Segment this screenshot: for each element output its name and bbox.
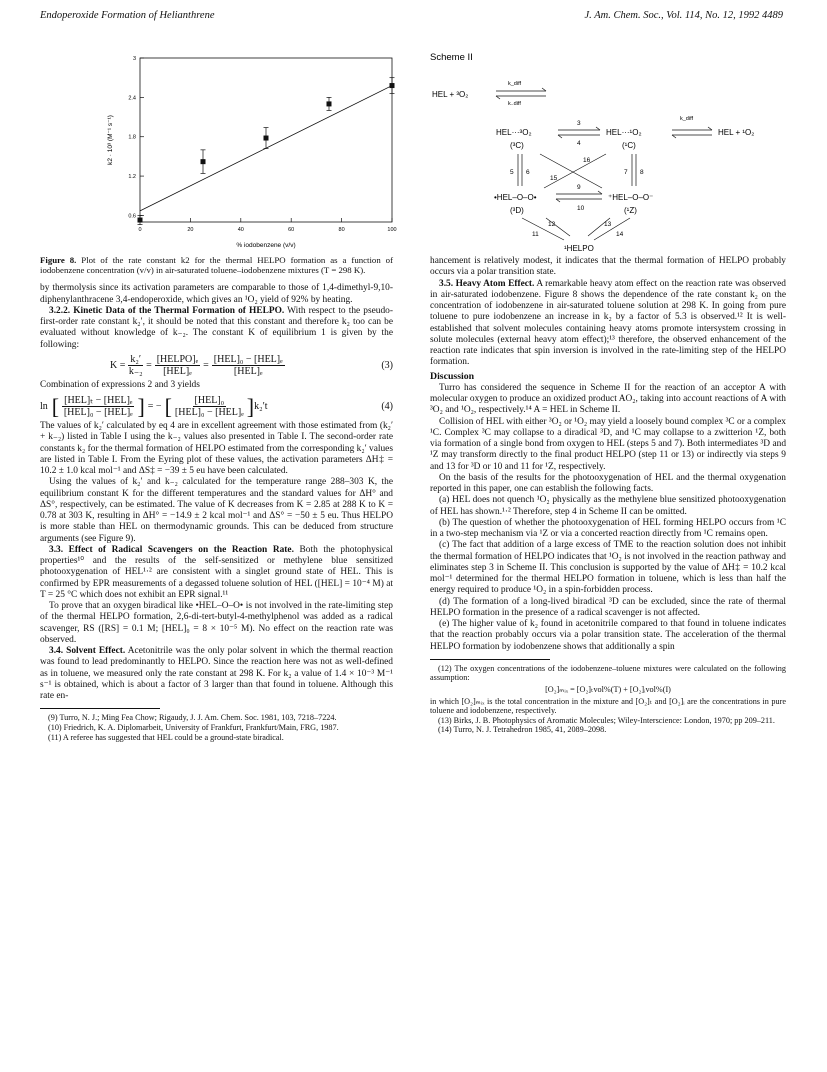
scheme-kdiff-rev: k₋diff — [508, 101, 521, 107]
x-tick-label: 80 — [338, 227, 345, 233]
fact-e: (e) The higher value of k₂ found in acetonitrile compared to that found in toluene indicates that the reaction probably occurs via a polar transition state. The acceleration of the thermal HELPO formation by iodobenzene shows that additionally a spin — [430, 619, 786, 652]
paragraph: by thermolysis since its activation parameters are comparable to those of 1,4-dimethyl-9,10-diphenylanthracene 3,4-endoperoxide, which gives an ¹O₂ yield of 92% by heating. — [40, 283, 393, 305]
figure-8-chart — [40, 50, 397, 255]
scheme-3c: HEL···³O₂ — [496, 128, 532, 137]
fact-d: (d) The formation of a long-lived biradical ³D can be excluded, since the rate of thermal HELPO formation in the presence of a radical scavenger is not affected. — [430, 596, 786, 618]
figure-label: Figure 8. — [40, 255, 77, 265]
scheme-title: Scheme II — [430, 52, 473, 63]
y-tick-label: 1.8 — [128, 134, 136, 141]
fact-b: (b) The question of whether the photooxygenation of HEL forming HELPO occurs from ¹C in a two-step mechanism via ¹Z or via a concerted reaction directly from ¹C remains open. — [430, 517, 786, 539]
scheme-kdiff: k_diff — [508, 81, 522, 87]
x-tick-label: 40 — [237, 227, 244, 233]
footnote-10: (10) Friedrich, K. A. Diplomarbeit, University of Frankfurt, Frankfurt/Main, FRG, 1987. — [48, 723, 339, 732]
svg-text:15: 15 — [550, 175, 558, 182]
data-point — [201, 159, 206, 164]
paragraph: Collision of HEL with either ³O₂ or ¹O₂ may yield a loosely bound complex ³C or a complex ¹C. Complex ³C may collapse to a diradical ³D, and ¹C may collapse to a zwitterion ¹Z, both via formation of a single bond from oxygen to HEL (steps 5 and 7). Both intermediates ³D and ¹Z may transform directly to the final product HELPO (step 11 or 13) or indirectly via steps 9 and 13 for ³D or 10 and 11 for ¹Z, respectively. — [430, 416, 786, 472]
svg-text:3: 3 — [577, 120, 581, 127]
fact-a: (a) HEL does not quench ¹O₂ physically as the methylene blue sensitized photooxygenation of HEL has shown.¹·² Therefore, step 4 in Scheme II can be omitted. — [430, 495, 786, 517]
paragraph: Combination of expressions 2 and 3 yields — [40, 380, 200, 391]
equation-4: ln [ $\frac{\text{[HEL]ₜ − [HEL]ₑ}}{\text{[HEL]₀ − [HEL]ₑ}}$ ] = − [ $\frac{\text{[HEL]₀}}{\text{[HEL]₀ − [HEL]ₑ}}$ ] k₂′t (4) — [40, 393, 393, 419]
footnote-12-equation: [O₂]ₘᵢₓ = [O₂]ₜvol%(T) + [O₂]ᵢvol%(I) — [545, 684, 671, 694]
scheme-1c: HEL···¹O₂ — [606, 128, 642, 137]
scheme-3c-label: (³C) — [510, 141, 524, 150]
footnote-13: (13) Birks, J. B. Photophysics of Aromatic Molecules; Wiley-Interscience: London, 1970; pp 209–211. — [438, 715, 775, 725]
equation-3: K = $\frac{\text{k₂′}}{\text{k₋₂}}$ = $\frac{\text{[HELPO]ₑ}}{\text{[HEL]ₑ}}$ = $\frac{\text{[HEL]₀ − [HEL]ₑ}}{\text{[HEL]ₑ}}$ (3) — [110, 353, 393, 378]
svg-text:12: 12 — [548, 221, 556, 228]
section-3-5: 3.5. Heavy Atom Effect. A remarkable heavy atom effect on the reaction rate was observed in air-saturated iodobenzene. Figure 8 shows the dependence of the rate constant k₂ on the concentration of iodobenzene in air-saturated toluene solution at 298 K. In going from pure toluene to pure iodobenzene an increase in k₂ by a factor of 5.3 is observed.¹² It is well-established that solvent molecules containing heavy atoms promote intersystem crossing in solute molecules (external heavy atom effect);¹³ therefore, the observed enhancement of the reaction rate indicates that spin inversion is involved in the rate-limiting step of the HELPO formation. — [430, 278, 786, 368]
data-point — [327, 101, 332, 106]
x-tick-label: 0 — [138, 227, 142, 233]
svg-text:k_diff: k_diff — [680, 116, 694, 122]
scheme-3d-label: (³D) — [510, 206, 524, 215]
footnote-rule — [430, 659, 550, 660]
scheme-hel-1o2: HEL + ¹O₂ — [718, 128, 755, 137]
footnote-14: (14) Turro, N. J. Tetrahedron 1985, 41, 2089–2098. — [438, 725, 607, 735]
section-3-4: 3.4. Solvent Effect. Acetonitrile was the only polar solvent in which the thermal reaction was found to lead predominantly to HELPO. Since the reaction here was not as well-defined as in toluene, we measured only the rate constant at 298 K. For k₂ a value of 1.4 × 10⁻³ M⁻¹ s⁻¹ is obtained, which is about a factor of 3 larger than that found in toluene. Although this rate en- — [40, 646, 393, 702]
x-axis-label: % iodobenzene (v/v) — [236, 242, 296, 249]
svg-text:7: 7 — [624, 169, 628, 176]
paragraph: To prove that an oxygen biradical like •HEL–O–O• is not involved in the rate-limiting step of the thermal HELPO formation, 2,6-di-tert-butyl-4-methylphenol was added as a radical scavenger, RS ([RS] = 0.1 M; [HEL]₀ = 8 × 10⁻⁵ M). No effect on the reaction rate was observed. — [40, 601, 393, 645]
footnote-rule — [40, 708, 160, 709]
scheme-3d: •HEL–O–O• — [494, 193, 537, 202]
fact-c: (c) The fact that addition of a large excess of TME to the reaction solution does not inhibit the thermal formation of HELPO indicates that ¹O₂ is not involved in the reaction pathway and eliminates step 3 in Scheme II. This conclusion is supported by the value of ΔH‡ = 10.2 kcal mol⁻¹ determined for the thermal HELPO formation in toluene, which is less than half the energy required to produce ¹O₂ in a spin-forbidden process. — [430, 540, 786, 596]
scheme-1z-label: (¹Z) — [624, 206, 637, 215]
figure-8 — [40, 50, 397, 255]
scheme-1z: ⁺HEL–O–O⁻ — [608, 193, 654, 202]
svg-text:8: 8 — [640, 169, 644, 176]
x-tick-label: 60 — [288, 227, 295, 233]
footnote-12: (12) The oxygen concentrations of the iodobenzene–toluene mixtures were calculated on the following assumption: — [430, 663, 786, 683]
data-point — [138, 218, 143, 223]
section-3-2-2: 3.2.2. Kinetic Data of the Thermal Formation of HELPO. With respect to the pseudo-first-order rate constant k₂′, it should be noted that this constant and therefore k₂ too can be evaluated without knowledge of k₋₂. The constant K of equilibrium 1 is given by the following: — [40, 305, 393, 350]
scheme-helpo: ¹HELPO — [564, 244, 594, 253]
x-tick-label: 20 — [187, 227, 194, 233]
svg-text:16: 16 — [583, 157, 591, 164]
footnote-11: (11) A referee has suggested that HEL could be a ground-state biradical. — [48, 732, 284, 742]
left-column — [40, 50, 397, 742]
y-tick-label: 0.6 — [128, 213, 136, 220]
svg-text:6: 6 — [526, 169, 530, 176]
data-point — [264, 136, 269, 141]
paragraph: On the basis of the results for the photooxygenation of HEL and the thermal oxygenation reported in this paper, one can establish the following facts. — [430, 472, 786, 494]
y-tick-label: 3 — [132, 56, 136, 62]
running-header-right: J. Am. Chem. Soc., Vol. 114, No. 12, 1992 4489 — [584, 10, 783, 21]
data-point — [390, 83, 395, 88]
svg-text:11: 11 — [532, 231, 539, 238]
scheme-2 — [430, 50, 786, 256]
section-3-3: 3.3. Effect of Radical Scavengers on the Reaction Rate. Both the photophysical properties¹⁰ and the results of the self-sensitized or methylene blue sensitized photooxygenation of HEL¹·² are consistent with a singlet ground state of HEL. This is confirmed by EPR measurements of a degassed toluene solution of HEL ([HEL] = 10⁻⁴ M) at T = 25 °C which does not exhibit an EPR signal.¹¹ — [40, 544, 393, 600]
scheme-2-diagram — [430, 50, 786, 256]
running-header-left: Endoperoxide Formation of Helianthrene — [40, 10, 215, 21]
x-tick-label: 100 — [387, 227, 397, 233]
paragraph: The values of k₂′ calculated by eq 4 are in excellent agreement with those estimated from (k₂′ + k₋₂) listed in Table I using the k₋₂ values also presented in Table I. The second-order rate constants k₂ for the thermal formation of HELPO estimated from the corresponding k₂′ values are listed in Table I. From the Eyring plot of these values, the activation parameters ΔH‡ = 10.2 ± 1.0 kcal mol⁻¹ and ΔS‡ = −39 ± 5 eu have been calculated. — [40, 421, 393, 477]
svg-text:5: 5 — [510, 169, 514, 176]
right-column — [430, 50, 786, 735]
scheme-hel-3o2: HEL + ³O₂ — [432, 90, 469, 99]
paragraph: Turro has considered the sequence in Scheme II for the reaction of an acceptor A with molecular oxygen to produce an oxidized product AO₂, taking into account reactions of A with ³O₂ and ¹O₂, respectively.¹⁴ A = HEL in Scheme II. — [430, 382, 786, 416]
svg-text:9: 9 — [577, 184, 581, 191]
y-axis-label: k2 · 10³ (M⁻¹ s⁻¹) — [107, 115, 114, 165]
svg-text:13: 13 — [604, 221, 612, 228]
figure-8-caption: Figure 8. Plot of the rate constant k2 for the thermal HELPO formation as a function of iodobenzene concentration (v/v) in air-saturated toluene–iodobenzene mixtures (T = 298 K). — [40, 255, 393, 276]
y-tick-label: 1.2 — [128, 174, 136, 181]
svg-text:4: 4 — [577, 140, 581, 147]
paragraph: Using the values of k₂′ and k₋₂ calculated for the temperature range 288–303 K, the equilibrium constant K for the different temperatures and the standard values for ΔH° and ΔS°, respectively, can be estimated. The value of K decreases from K = 2.85 at 288 K to K = 0.78 at 303 K, resulting in ΔH° = −14.9 ± 2 kcal mol⁻¹ and ΔS° = −50 ± 5 eu. Thus HELPO is more stable than HEL on thermodynamic grounds. This can be deduced from structure arguments (see Figure 9). — [40, 477, 393, 544]
footnote-12-cont: in which [O₂]ₘᵢₓ is the total concentration in the mixture and [O₂]ₜ and [O₂]ᵢ are the concentrations in pure toluene and iodobenzene, respectively. — [430, 696, 786, 716]
scheme-1c-label: (¹C) — [622, 141, 636, 150]
svg-text:10: 10 — [577, 205, 585, 212]
y-tick-label: 2.4 — [128, 95, 136, 102]
paragraph: hancement is relatively modest, it indicates that the thermal formation of HELPO probably occurs via a polar transition state. — [430, 256, 786, 278]
svg-text:14: 14 — [616, 231, 624, 238]
footnote-9: (9) Turro, N. J.; Ming Fea Chow; Rigaudy, J. J. Am. Chem. Soc. 1981, 103, 7218–7224. — [48, 713, 337, 723]
discussion-heading: Discussion — [430, 370, 475, 382]
